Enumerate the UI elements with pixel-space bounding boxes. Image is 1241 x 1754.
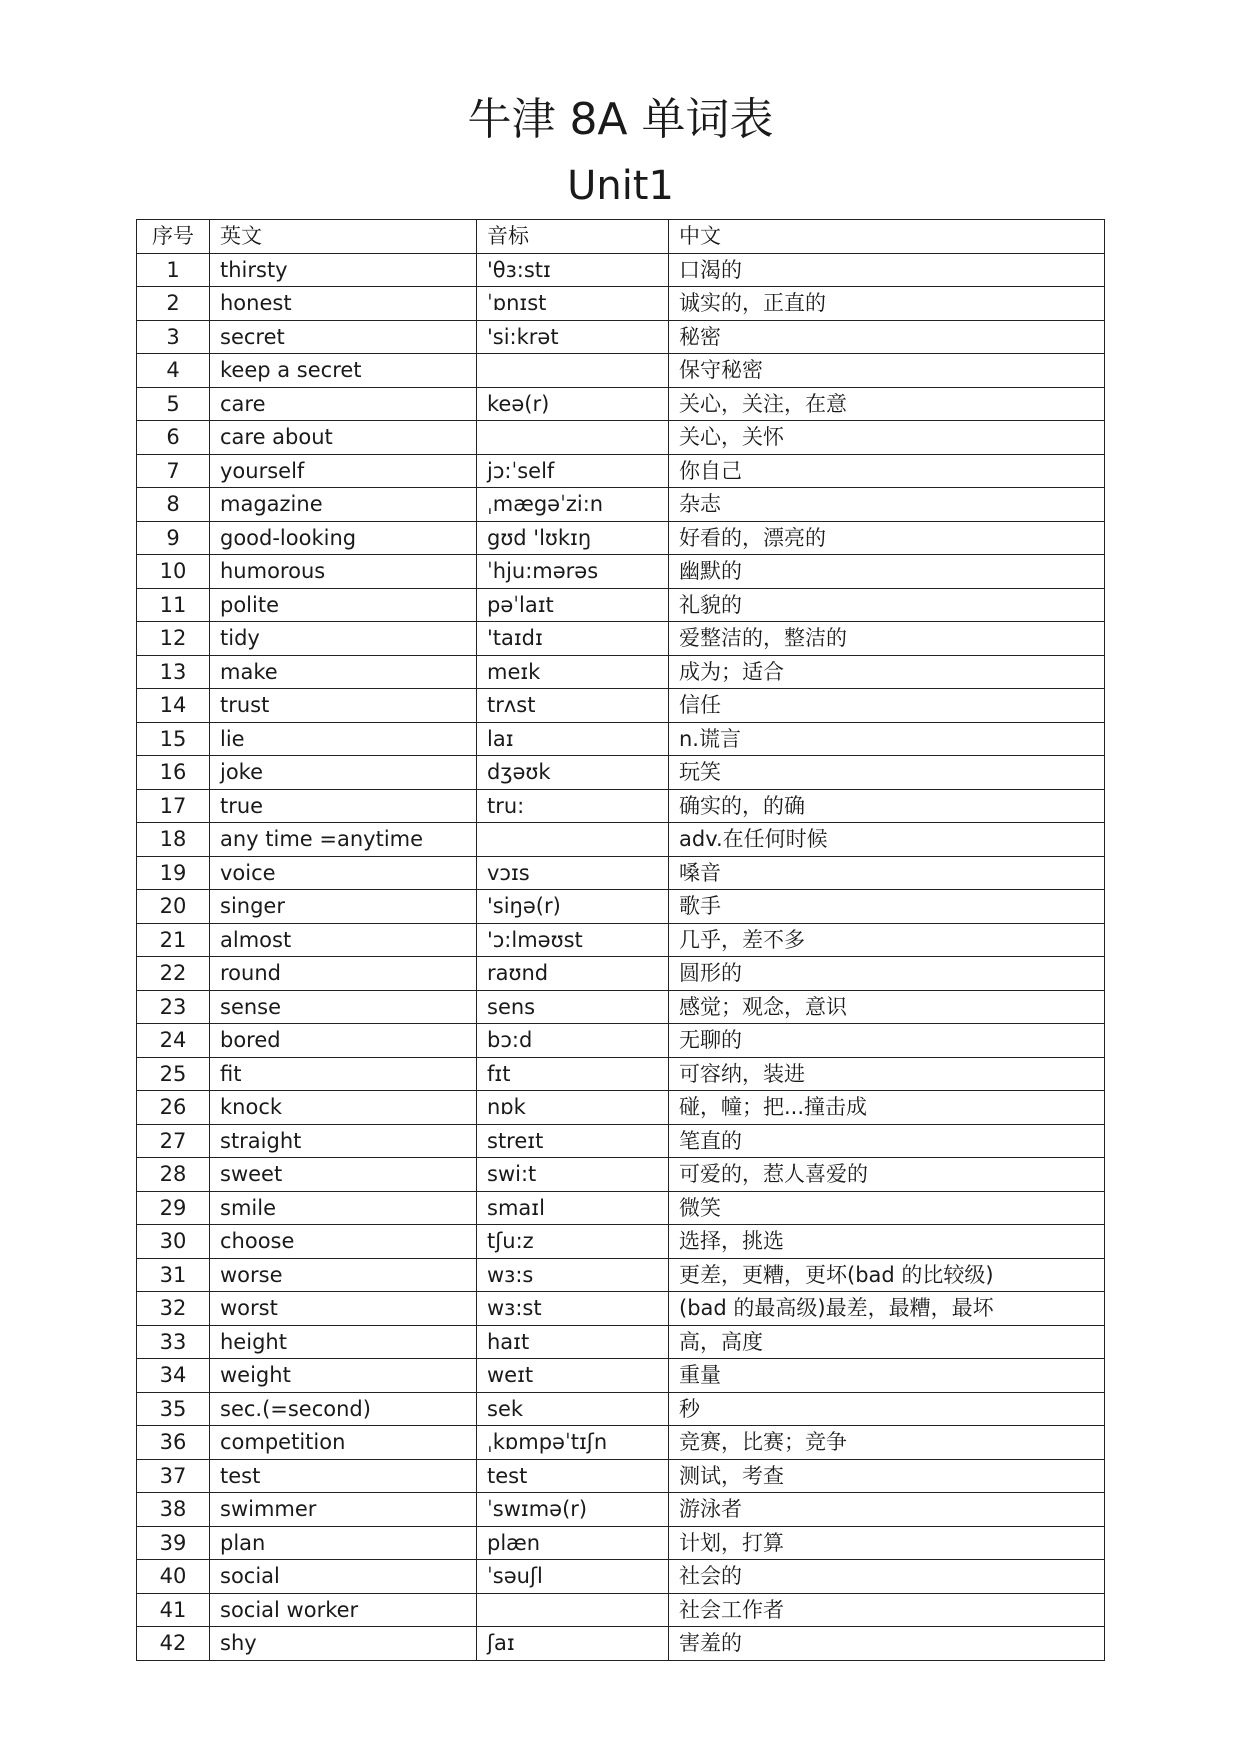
english-word: sec.(=second) — [210, 1392, 477, 1426]
row-number: 32 — [137, 1292, 210, 1326]
chinese-meaning: 秘密 — [669, 320, 1105, 354]
phonetic-transcription: trʌst — [477, 689, 669, 723]
row-number: 8 — [137, 488, 210, 522]
header-english: 英文 — [210, 220, 477, 254]
chinese-meaning: 信任 — [669, 689, 1105, 723]
table-row — [137, 1493, 1105, 1527]
row-number: 15 — [137, 722, 210, 756]
table-row — [137, 387, 1105, 421]
table-row — [137, 1191, 1105, 1225]
chinese-meaning: 成为；适合 — [669, 655, 1105, 689]
english-word: thirsty — [210, 253, 477, 287]
row-number: 27 — [137, 1124, 210, 1158]
phonetic-transcription: 'taɪdɪ — [477, 622, 669, 656]
phonetic-transcription: meɪk — [477, 655, 669, 689]
table-row — [137, 789, 1105, 823]
chinese-meaning: 社会的 — [669, 1560, 1105, 1594]
chinese-meaning: 歌手 — [669, 890, 1105, 924]
phonetic-transcription: dʒəʊk — [477, 756, 669, 790]
phonetic-transcription: gʊd 'lʊkɪŋ — [477, 521, 669, 555]
phonetic-transcription: wɜ:st — [477, 1292, 669, 1326]
phonetic-transcription: bɔ:d — [477, 1024, 669, 1058]
row-number: 21 — [137, 923, 210, 957]
chinese-meaning: 幽默的 — [669, 555, 1105, 589]
row-number: 24 — [137, 1024, 210, 1058]
table-row — [137, 1091, 1105, 1125]
row-number: 38 — [137, 1493, 210, 1527]
row-number: 10 — [137, 555, 210, 589]
row-number: 14 — [137, 689, 210, 723]
row-number: 11 — [137, 588, 210, 622]
row-number: 37 — [137, 1459, 210, 1493]
table-row — [137, 1024, 1105, 1058]
phonetic-transcription: plæn — [477, 1526, 669, 1560]
chinese-meaning: 确实的，的确 — [669, 789, 1105, 823]
english-word: bored — [210, 1024, 477, 1058]
phonetic-transcription: ˈɒnɪst — [477, 287, 669, 321]
row-number: 2 — [137, 287, 210, 321]
row-number: 36 — [137, 1426, 210, 1460]
phonetic-transcription: 'si:krət — [477, 320, 669, 354]
english-word: singer — [210, 890, 477, 924]
phonetic-transcription — [477, 421, 669, 455]
row-number: 34 — [137, 1359, 210, 1393]
table-row — [137, 1426, 1105, 1460]
table-row — [137, 823, 1105, 857]
phonetic-transcription: test — [477, 1459, 669, 1493]
table-row — [137, 488, 1105, 522]
table-row — [137, 421, 1105, 455]
row-number: 35 — [137, 1392, 210, 1426]
header-chinese: 中文 — [669, 220, 1105, 254]
chinese-meaning: 杂志 — [669, 488, 1105, 522]
row-number: 25 — [137, 1057, 210, 1091]
english-word: shy — [210, 1627, 477, 1661]
english-word: secret — [210, 320, 477, 354]
english-word: height — [210, 1325, 477, 1359]
row-number: 29 — [137, 1191, 210, 1225]
table-row — [137, 1325, 1105, 1359]
table-row — [137, 320, 1105, 354]
english-word: straight — [210, 1124, 477, 1158]
chinese-meaning: 感觉；观念，意识 — [669, 990, 1105, 1024]
row-number: 18 — [137, 823, 210, 857]
row-number: 1 — [137, 253, 210, 287]
row-number: 20 — [137, 890, 210, 924]
english-word: weight — [210, 1359, 477, 1393]
chinese-meaning: 选择，挑选 — [669, 1225, 1105, 1259]
english-word: social worker — [210, 1593, 477, 1627]
phonetic-transcription: keə(r) — [477, 387, 669, 421]
table-row — [137, 722, 1105, 756]
chinese-meaning: n.谎言 — [669, 722, 1105, 756]
english-word: almost — [210, 923, 477, 957]
phonetic-transcription: swi:t — [477, 1158, 669, 1192]
english-word: care about — [210, 421, 477, 455]
english-word: yourself — [210, 454, 477, 488]
phonetic-transcription — [477, 823, 669, 857]
english-word: humorous — [210, 555, 477, 589]
chinese-meaning: 竞赛，比赛；竞争 — [669, 1426, 1105, 1460]
phonetic-transcription: ˌmægəˈzi:n — [477, 488, 669, 522]
row-number: 41 — [137, 1593, 210, 1627]
row-number: 33 — [137, 1325, 210, 1359]
english-word: tidy — [210, 622, 477, 656]
vocabulary-table — [136, 219, 1105, 1661]
chinese-meaning: 重量 — [669, 1359, 1105, 1393]
row-number: 42 — [137, 1627, 210, 1661]
phonetic-transcription: 'θɜ:stɪ — [477, 253, 669, 287]
row-number: 13 — [137, 655, 210, 689]
row-number: 16 — [137, 756, 210, 790]
english-word: trust — [210, 689, 477, 723]
phonetic-transcription: 'ɔ:lməʊst — [477, 923, 669, 957]
chinese-meaning: 圆形的 — [669, 957, 1105, 991]
row-number: 39 — [137, 1526, 210, 1560]
chinese-meaning: 微笑 — [669, 1191, 1105, 1225]
chinese-meaning: 害羞的 — [669, 1627, 1105, 1661]
english-word: competition — [210, 1426, 477, 1460]
row-number: 31 — [137, 1258, 210, 1292]
table-row — [137, 1392, 1105, 1426]
english-word: any time =anytime — [210, 823, 477, 857]
row-number: 3 — [137, 320, 210, 354]
table-row — [137, 1158, 1105, 1192]
chinese-meaning: 秒 — [669, 1392, 1105, 1426]
header-phonetic: 音标 — [477, 220, 669, 254]
table-row — [137, 253, 1105, 287]
phonetic-transcription: weɪt — [477, 1359, 669, 1393]
row-number: 19 — [137, 856, 210, 890]
table-row — [137, 622, 1105, 656]
english-word: keep a secret — [210, 354, 477, 388]
chinese-meaning: (bad 的最高级)最差，最糟，最坏 — [669, 1292, 1105, 1326]
phonetic-transcription: ʃaɪ — [477, 1627, 669, 1661]
chinese-meaning: adv.在任何时候 — [669, 823, 1105, 857]
phonetic-transcription: nɒk — [477, 1091, 669, 1125]
table-row — [137, 1292, 1105, 1326]
phonetic-transcription: streɪt — [477, 1124, 669, 1158]
english-word: test — [210, 1459, 477, 1493]
table-row — [137, 555, 1105, 589]
phonetic-transcription — [477, 354, 669, 388]
phonetic-transcription: tru: — [477, 789, 669, 823]
table-header-row — [137, 220, 1105, 254]
phonetic-transcription: ˈsəuʃl — [477, 1560, 669, 1594]
chinese-meaning: 笔直的 — [669, 1124, 1105, 1158]
chinese-meaning: 可爱的，惹人喜爱的 — [669, 1158, 1105, 1192]
chinese-meaning: 口渴的 — [669, 253, 1105, 287]
phonetic-transcription: laɪ — [477, 722, 669, 756]
table-row — [137, 856, 1105, 890]
unit-heading: Unit1 — [567, 163, 674, 209]
english-word: fit — [210, 1057, 477, 1091]
english-word: joke — [210, 756, 477, 790]
chinese-meaning: 爱整洁的，整洁的 — [669, 622, 1105, 656]
english-word: good-looking — [210, 521, 477, 555]
table-row — [137, 588, 1105, 622]
table-row — [137, 689, 1105, 723]
english-word: make — [210, 655, 477, 689]
table-row — [137, 1359, 1105, 1393]
table-row — [137, 890, 1105, 924]
phonetic-transcription: ˈhju:mərəs — [477, 555, 669, 589]
table-row — [137, 1459, 1105, 1493]
chinese-meaning: 碰，幢；把...撞击成 — [669, 1091, 1105, 1125]
chinese-meaning: 游泳者 — [669, 1493, 1105, 1527]
row-number: 22 — [137, 957, 210, 991]
table-body — [137, 253, 1105, 1660]
chinese-meaning: 礼貌的 — [669, 588, 1105, 622]
chinese-meaning: 关心，关注，在意 — [669, 387, 1105, 421]
row-number: 23 — [137, 990, 210, 1024]
phonetic-transcription: ˈswɪmə(r) — [477, 1493, 669, 1527]
row-number: 4 — [137, 354, 210, 388]
chinese-meaning: 测试，考查 — [669, 1459, 1105, 1493]
table-row — [137, 287, 1105, 321]
table-row — [137, 1057, 1105, 1091]
page-title: 牛津 8A 单词表 — [467, 94, 774, 145]
table-row — [137, 756, 1105, 790]
chinese-meaning: 更差，更糟，更坏(bad 的比较级) — [669, 1258, 1105, 1292]
phonetic-transcription: sek — [477, 1392, 669, 1426]
chinese-meaning: 无聊的 — [669, 1024, 1105, 1058]
chinese-meaning: 社会工作者 — [669, 1593, 1105, 1627]
table-row — [137, 521, 1105, 555]
chinese-meaning: 保守秘密 — [669, 354, 1105, 388]
row-number: 40 — [137, 1560, 210, 1594]
table-row — [137, 1627, 1105, 1661]
phonetic-transcription: haɪt — [477, 1325, 669, 1359]
row-number: 9 — [137, 521, 210, 555]
table-row — [137, 1258, 1105, 1292]
chinese-meaning: 玩笑 — [669, 756, 1105, 790]
english-word: honest — [210, 287, 477, 321]
english-word: polite — [210, 588, 477, 622]
english-word: sense — [210, 990, 477, 1024]
english-word: worst — [210, 1292, 477, 1326]
table-row — [137, 957, 1105, 991]
header-number: 序号 — [137, 220, 210, 254]
row-number: 6 — [137, 421, 210, 455]
chinese-meaning: 计划，打算 — [669, 1526, 1105, 1560]
english-word: sweet — [210, 1158, 477, 1192]
table-row — [137, 1124, 1105, 1158]
table-row — [137, 1560, 1105, 1594]
english-word: social — [210, 1560, 477, 1594]
phonetic-transcription: sens — [477, 990, 669, 1024]
table-row — [137, 354, 1105, 388]
row-number: 17 — [137, 789, 210, 823]
phonetic-transcription: ˌkɒmpəˈtɪʃn — [477, 1426, 669, 1460]
english-word: swimmer — [210, 1493, 477, 1527]
table-row — [137, 923, 1105, 957]
phonetic-transcription: jɔ:ˈself — [477, 454, 669, 488]
row-number: 5 — [137, 387, 210, 421]
row-number: 26 — [137, 1091, 210, 1125]
english-word: plan — [210, 1526, 477, 1560]
row-number: 28 — [137, 1158, 210, 1192]
chinese-meaning: 高，高度 — [669, 1325, 1105, 1359]
row-number: 7 — [137, 454, 210, 488]
phonetic-transcription — [477, 1593, 669, 1627]
table-row — [137, 1526, 1105, 1560]
english-word: smile — [210, 1191, 477, 1225]
english-word: worse — [210, 1258, 477, 1292]
phonetic-transcription: raʊnd — [477, 957, 669, 991]
chinese-meaning: 好看的，漂亮的 — [669, 521, 1105, 555]
chinese-meaning: 嗓音 — [669, 856, 1105, 890]
english-word: true — [210, 789, 477, 823]
phonetic-transcription: tʃu:z — [477, 1225, 669, 1259]
table-row — [137, 454, 1105, 488]
chinese-meaning: 可容纳，装进 — [669, 1057, 1105, 1091]
table-row — [137, 655, 1105, 689]
chinese-meaning: 几乎，差不多 — [669, 923, 1105, 957]
english-word: round — [210, 957, 477, 991]
english-word: lie — [210, 722, 477, 756]
row-number: 12 — [137, 622, 210, 656]
phonetic-transcription: smaɪl — [477, 1191, 669, 1225]
english-word: care — [210, 387, 477, 421]
phonetic-transcription: vɔɪs — [477, 856, 669, 890]
english-word: choose — [210, 1225, 477, 1259]
table-row — [137, 1593, 1105, 1627]
english-word: magazine — [210, 488, 477, 522]
row-number: 30 — [137, 1225, 210, 1259]
chinese-meaning: 诚实的，正直的 — [669, 287, 1105, 321]
phonetic-transcription: fɪt — [477, 1057, 669, 1091]
phonetic-transcription: pəˈlaɪt — [477, 588, 669, 622]
table-row — [137, 990, 1105, 1024]
english-word: knock — [210, 1091, 477, 1125]
phonetic-transcription: 'siŋə(r) — [477, 890, 669, 924]
chinese-meaning: 你自己 — [669, 454, 1105, 488]
table-row — [137, 1225, 1105, 1259]
english-word: voice — [210, 856, 477, 890]
chinese-meaning: 关心，关怀 — [669, 421, 1105, 455]
phonetic-transcription: wɜ:s — [477, 1258, 669, 1292]
